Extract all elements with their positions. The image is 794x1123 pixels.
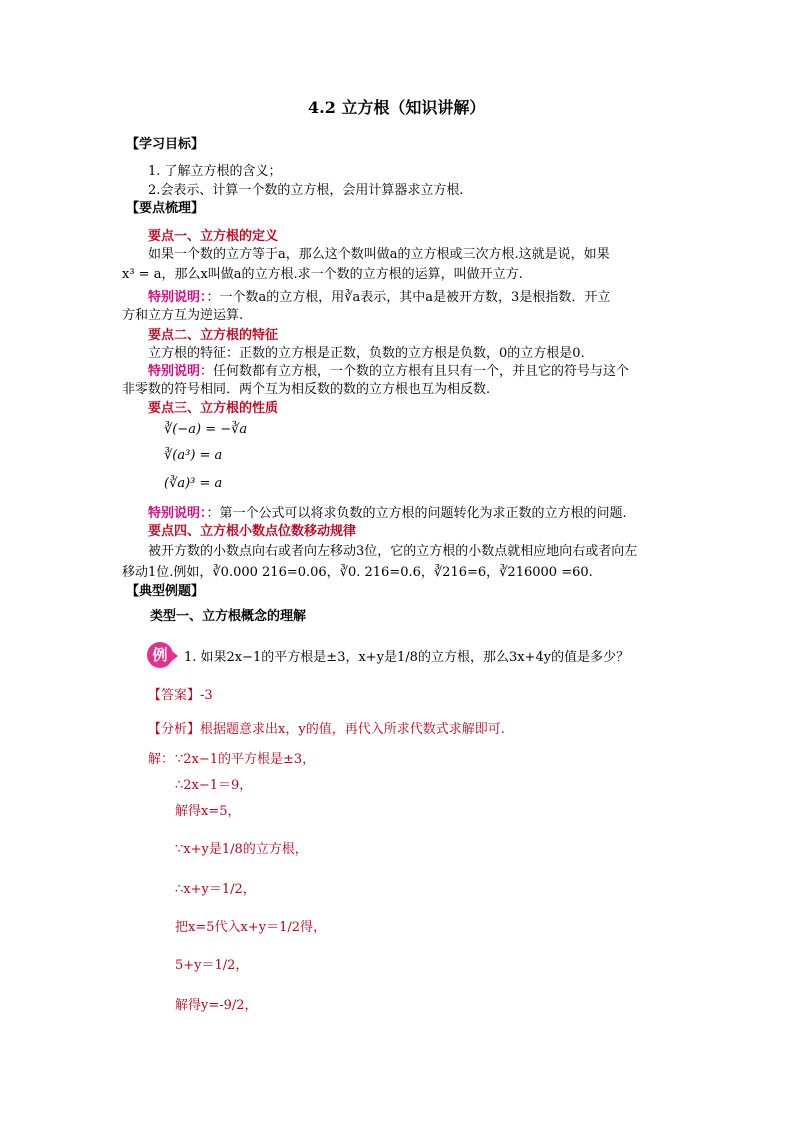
point-2-title: 要点二、立方根的特征 — [148, 328, 279, 343]
analysis-label: 【分析】 — [148, 722, 201, 737]
solution-step-8: 解得y=-9/2， — [175, 998, 258, 1013]
point-4-title: 要点四、立方根小数点位数移动规律 — [148, 524, 357, 539]
example-badge: 例 — [147, 642, 173, 668]
formula-2: ∛(a³) = a — [164, 448, 223, 463]
solution-step-1: ∵2x−1的平方根是±3， — [175, 752, 316, 767]
note-text: ：第一个公式可以将求负数的立方根的问题转化为求正数的立方根的问题. — [206, 506, 627, 521]
point-1-title: 要点一、立方根的定义 — [148, 229, 279, 244]
key-points-heading: 【要点梳理】 — [126, 201, 205, 216]
solution-label: 解： — [148, 752, 175, 767]
formula-1: ∛(−a) = −∛a — [164, 422, 248, 437]
note-label: 特别说明： — [148, 290, 207, 305]
examples-heading: 【典型例题】 — [126, 584, 205, 599]
point-4-line-1: 被开方数的小数点向右或者向左移动3位，它的立方根的小数点就相应地向右或者向左 — [148, 544, 638, 559]
solution-step-4: ∵x+y是1/8的立方根， — [175, 842, 308, 857]
formula-3: (∛a)³ = a — [164, 476, 223, 491]
note-label: 特别说明： — [148, 506, 207, 521]
analysis-text: 根据题意求出x，y的值，再代入所求代数式求解即可. — [200, 722, 505, 737]
answer-value: -3 — [200, 688, 213, 703]
solution-step-6: 把x=5代入x+y＝1/2得， — [175, 920, 326, 935]
point-1-line-2: x³ = a，那么x叫做a的立方根.求一个数的立方根的运算，叫做开立方. — [122, 267, 523, 282]
solution-step-5: ∴x+y＝1/2， — [175, 882, 256, 897]
point-2-note-line-2: 非零数的符号相同．两个互为相反数的数的立方根也互为相反数. — [122, 382, 491, 397]
point-1-line-1: 如果一个数的立方等于a，那么这个数叫做a的立方根或三次方根.这就是说，如果 — [148, 247, 610, 262]
solution-step-3: 解得x=5， — [175, 804, 241, 819]
note-label: 特别说明 — [148, 364, 201, 379]
goal-item-1: 1. 了解立方根的含义； — [148, 164, 282, 179]
note-text: ：一个数a的立方根，用∛a表示，其中a是被开方数，3是根指数．开立 — [206, 290, 611, 305]
answer-label: 【答案】 — [148, 688, 201, 703]
point-1-note-line-2: 方和立方互为逆运算. — [122, 308, 244, 323]
solution-step-7: 5+y＝1/2， — [175, 958, 249, 973]
point-3-note — [148, 504, 627, 524]
analysis-row — [148, 720, 505, 740]
solution-step-2: ∴2x−1＝9， — [175, 778, 253, 793]
goal-item-2: 2.会表示、计算一个数的立方根，会用计算器求立方根. — [148, 183, 464, 198]
point-3-title: 要点三、立方根的性质 — [148, 401, 279, 416]
question-1: 1. 如果2x−1的平方根是±3，x+y是1/8的立方根，那么3x+4y的值是多少？ — [184, 650, 630, 665]
point-1-note — [148, 288, 610, 308]
note-text: ：任何数都有立方根，一个数的立方根有且只有一个，并且它的符号与这个 — [200, 364, 630, 379]
point-2-note — [148, 362, 629, 382]
point-4-line-2: 移动1位.例如，∛0.000 216=0.06，∛0. 216=0.6，∛216=6，∛216000 =60. — [122, 565, 593, 580]
learning-goals-heading: 【学习目标】 — [126, 137, 205, 152]
type-1-heading: 类型一、立方根概念的理解 — [150, 609, 307, 624]
point-2-line-1: 立方根的特征：正数的立方根是正数，负数的立方根是负数，0的立方根是0. — [148, 346, 585, 361]
page-title: 4.2 立方根（知识讲解） — [308, 98, 486, 117]
answer-row — [148, 686, 213, 706]
